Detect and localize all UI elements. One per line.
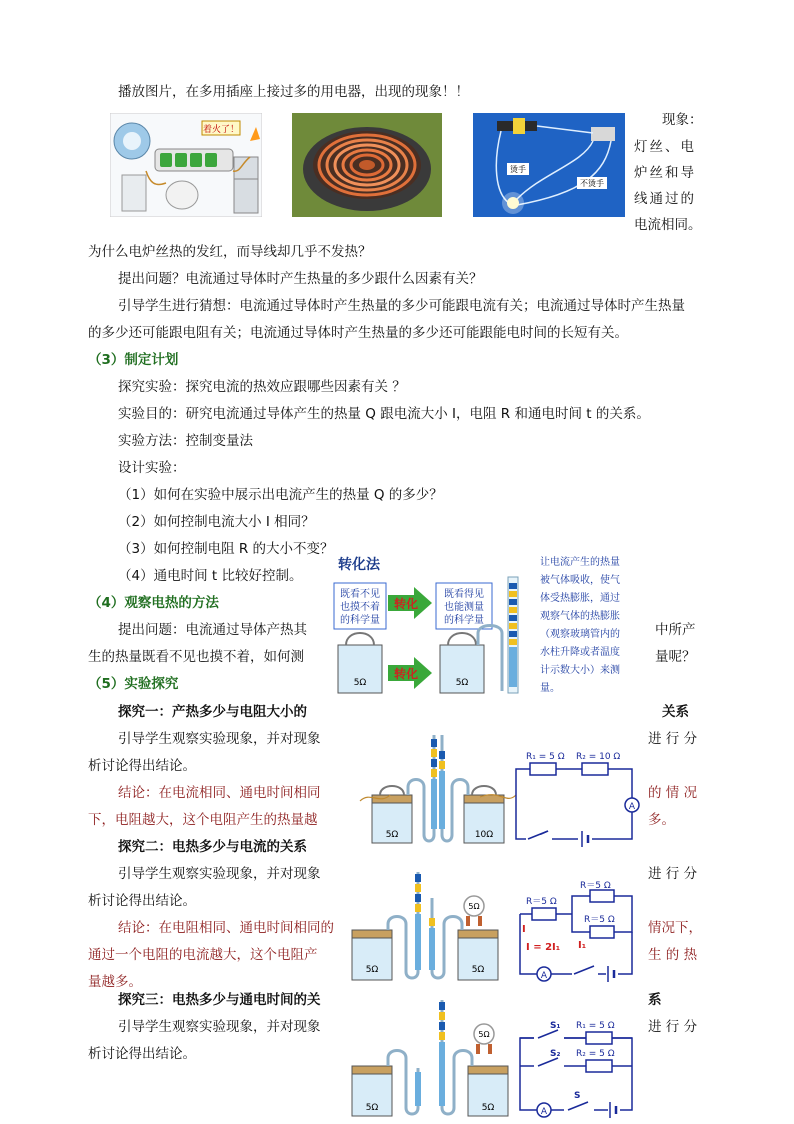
- ex1-conclusion-c: 下，电阻越大，这个电阻产生的热量越: [88, 812, 318, 828]
- ex2-ammeter: A: [540, 971, 548, 981]
- ex3-s2-label: S₂: [550, 1049, 561, 1059]
- ex2-guide-b: 进 行 分: [648, 866, 698, 882]
- ex2-coil-label: 5Ω: [468, 902, 480, 911]
- section-5-heading: （5）实验探究: [88, 676, 179, 692]
- phenomenon-line-2: 灯丝、电: [634, 139, 696, 155]
- svg-text:量。: 量。: [540, 683, 560, 694]
- stove-coil-photo: [292, 113, 442, 217]
- ex2-conclusion-c: 通过一个电阻的电流越大，这个电阻产: [88, 947, 318, 963]
- svg-text:体受热膨胀，通过: 体受热膨胀，通过: [540, 593, 620, 604]
- svg-text:让电流产生的热量: 让电流产生的热量: [540, 557, 620, 568]
- ex2-conclusion-d: 生 的 热: [648, 947, 698, 963]
- ex3-guide-c: 析讨论得出结论。: [88, 1046, 196, 1062]
- ex2-conclusion-b: 情况下，: [648, 920, 702, 936]
- conversion-method-diagram: [332, 553, 648, 703]
- ex3-coil-label: 5Ω: [478, 1030, 490, 1039]
- phenomenon-line-4: 线通过的: [634, 191, 696, 207]
- ex3-guide-b: 进 行 分: [648, 1019, 698, 1035]
- design-item-2: （2）如何控制电流大小 I 相同？: [118, 514, 315, 530]
- ex3-r2-label: R₂ = 5 Ω: [576, 1049, 615, 1059]
- svg-text:的科学量: 的科学量: [444, 615, 484, 626]
- ex3-ammeter: A: [540, 1107, 548, 1117]
- design-label: 设计实验：: [118, 460, 186, 476]
- ex2-i-label: I: [522, 924, 526, 935]
- ex1-conclusion-a: 结论：在电流相同、通电时间相同: [118, 785, 321, 801]
- svg-text:既看得见: 既看得见: [444, 589, 484, 600]
- question-why: 为什么电炉丝热的发红，而导线却几乎不发热？: [88, 244, 372, 260]
- ex1-title-b: 关系: [662, 704, 689, 720]
- svg-text:被气体吸收，使气: 被气体吸收，使气: [540, 575, 620, 586]
- svg-text:（观察玻璃管内的: （观察玻璃管内的: [540, 629, 620, 640]
- bulb-circuit-photo: [473, 113, 625, 217]
- phenomenon-line-5: 电流相同。: [634, 217, 702, 233]
- observe-line-2a: 生的热量既看不见也摸不着，如何测: [88, 649, 304, 665]
- guess-line-2: 的多少还可能跟电阻有关；电流通过导体时产生热量的多少还可能跟能电时间的长短有关。: [88, 325, 628, 341]
- no-touch-hand-label: 不烫手: [580, 179, 604, 188]
- ex2-guide-a: 引导学生观察实验现象，并对现象: [118, 866, 321, 882]
- phenomenon-line-3: 炉丝和导: [634, 165, 696, 181]
- design-item-1: （1）如何在实验中展示出电流产生的热量 Q 的多少？: [118, 487, 443, 503]
- ex3-guide-a: 引导学生观察实验现象，并对现象: [118, 1019, 321, 1035]
- observe-line-1b: 中所产: [655, 622, 696, 638]
- ex2-r-left-label: R＝5 Ω: [526, 897, 557, 907]
- raise-question: 提出问题？电流通过导体时产生热量的多少跟什么因素有关？: [118, 271, 483, 287]
- ex2-conclusion-e: 量越多。: [88, 974, 142, 990]
- design-item-4: （4）通电时间 t 比较好控制。: [118, 568, 303, 584]
- svg-text:10Ω: 10Ω: [474, 830, 494, 840]
- exp-goal: 实验目的：研究电流通过导体产生的热量 Q 跟电流大小 I，电阻 R 和通电时间 t 的关系。: [118, 406, 650, 422]
- ex1-guide-b: 进 行 分: [648, 731, 698, 747]
- svg-text:观察气体的热膨胀: 观察气体的热膨胀: [540, 611, 620, 622]
- ex2-title: 探究二：电热多少与电流的关系: [118, 839, 307, 855]
- conversion-title: 转化法: [338, 557, 380, 573]
- ex3-r1-label: R₁ = 5 Ω: [576, 1021, 615, 1031]
- observe-line-1a: 提出问题：电流通过导体产热其: [118, 622, 307, 638]
- observe-line-2b: 量呢？: [655, 649, 696, 665]
- ex2-apparatus-diagram: [350, 868, 640, 986]
- section-4-heading: （4）观察电热的方法: [88, 595, 219, 611]
- svg-text:转化: 转化: [393, 667, 419, 681]
- svg-text:5Ω: 5Ω: [385, 830, 399, 840]
- ex1-conclusion-b: 的 情 况: [648, 785, 698, 801]
- ex1-guide-c: 析讨论得出结论。: [88, 758, 196, 774]
- fire-label: 着火了！: [202, 125, 240, 135]
- svg-text:5Ω: 5Ω: [481, 1103, 495, 1113]
- ex3-s-label: S: [574, 1091, 581, 1101]
- exp-topic: 探究实验：探究电流的热效应跟哪些因素有关 ？: [118, 379, 406, 395]
- svg-text:5Ω: 5Ω: [365, 1103, 379, 1113]
- svg-text:计示数大小）来测: 计示数大小）来测: [540, 665, 620, 676]
- svg-text:也摸不着: 也摸不着: [340, 602, 380, 613]
- ex1-r2-label: R₂ = 10 Ω: [576, 752, 621, 762]
- ex2-conclusion-a: 结论：在电阻相同、通电时间相同的: [118, 920, 334, 936]
- svg-text:5Ω: 5Ω: [455, 678, 469, 688]
- ex1-r1-label: R₁ = 5 Ω: [526, 752, 565, 762]
- ex3-s1-label: S₁: [550, 1021, 561, 1031]
- ex2-r-right-label: R＝5 Ω: [584, 915, 615, 925]
- ex1-conclusion-d: 多。: [648, 812, 675, 828]
- svg-text:既看不见: 既看不见: [340, 589, 380, 600]
- phenomenon-line-1: 现象：: [662, 112, 703, 128]
- ex3-title-b: 系: [648, 992, 662, 1008]
- intro-text: 播放图片，在多用插座上接过多的用电器，出现的现象！！: [118, 84, 469, 100]
- svg-text:5Ω: 5Ω: [353, 678, 367, 688]
- ex1-apparatus-diagram: [350, 735, 640, 847]
- svg-text:的科学量: 的科学量: [340, 615, 380, 626]
- svg-text:5Ω: 5Ω: [471, 965, 485, 975]
- ex2-guide-c: 析讨论得出结论。: [88, 893, 196, 909]
- ex2-r-top-label: R＝5 Ω: [580, 881, 611, 891]
- ex1-ammeter: A: [628, 802, 636, 812]
- guess-line-1: 引导学生进行猜想：电流通过导体时产生热量的多少可能跟电流有关；电流通过导体时产生热量: [118, 298, 685, 314]
- svg-text:也能测量: 也能测量: [444, 602, 484, 613]
- ex2-relation: I = 2I₁: [526, 942, 561, 953]
- svg-text:水柱升降或者温度: 水柱升降或者温度: [540, 647, 620, 658]
- ex1-guide-a: 引导学生观察实验现象，并对现象: [118, 731, 321, 747]
- overloaded-socket-photo: [110, 113, 262, 217]
- ex3-apparatus-diagram: [350, 998, 640, 1120]
- svg-text:5Ω: 5Ω: [365, 965, 379, 975]
- exp-method: 实验方法：控制变量法: [118, 433, 253, 449]
- touch-hand-label: 烫手: [510, 165, 526, 174]
- design-item-3: （3）如何控制电阻 R 的大小不变？: [118, 541, 334, 557]
- ex3-title-a: 探究三：电热多少与通电时间的关: [118, 992, 321, 1008]
- section-3-heading: （3）制定计划: [88, 352, 179, 368]
- svg-text:转化: 转化: [393, 597, 419, 611]
- ex1-title-a: 探究一：产热多少与电阻大小的: [118, 704, 307, 720]
- ex2-i1-label: I₁: [578, 940, 587, 951]
